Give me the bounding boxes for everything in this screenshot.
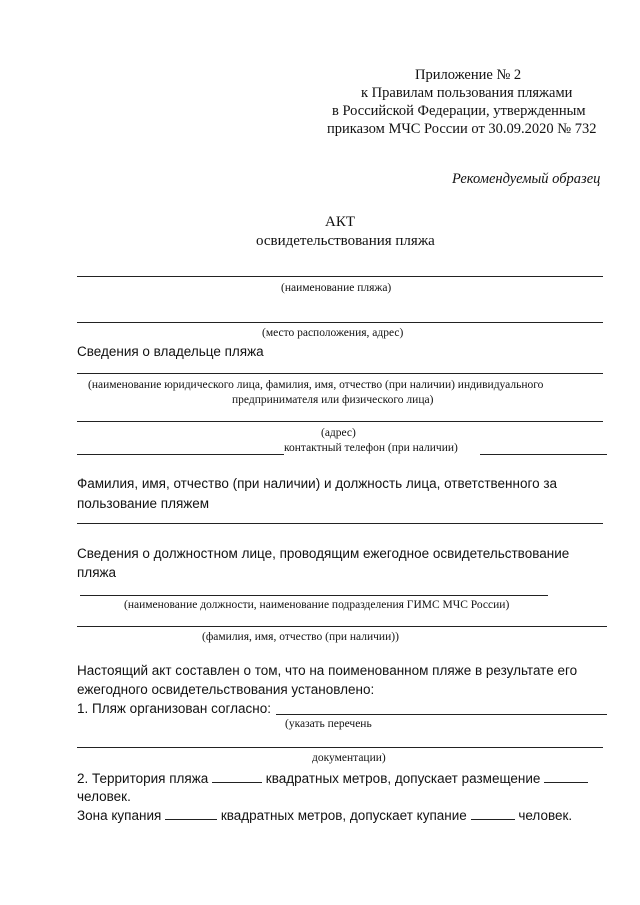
phone-left-line[interactable] [77, 454, 284, 455]
swim-zone-people-label: человек. [518, 808, 573, 823]
swim-zone-capacity-label: квадратных метров, допускает купание [220, 808, 467, 823]
official-fio-caption: (фамилия, имя, отчество (при наличии)) [202, 631, 399, 643]
appendix-federation-ref: в Российской Федерации, утвержденным [332, 103, 586, 119]
item-1-label: 1. Пляж организован согласно: [77, 701, 271, 716]
territory-area-field[interactable] [212, 770, 262, 783]
act-subtitle: освидетельствования пляжа [256, 233, 435, 249]
docs-caption-1: (указать перечень [285, 718, 372, 730]
location-caption: (место расположения, адрес) [262, 327, 404, 339]
official-fio-line[interactable] [77, 626, 607, 627]
address-caption: (адрес) [321, 427, 356, 439]
responsible-person-text-1: Фамилия, имя, отчество (при наличии) и должность лица, ответственного за [77, 476, 558, 491]
official-info-text-1: Сведения о должностном лице, проводящим ежегодное освидетельствование [77, 546, 570, 561]
swim-zone-area-field[interactable] [165, 807, 217, 820]
item-1-line[interactable] [276, 714, 607, 715]
appendix-rules-ref: к Правилам пользования пляжами [361, 85, 573, 101]
phone-right-line[interactable] [480, 454, 607, 455]
responsible-person-text-2: пользование пляжем [77, 496, 210, 511]
territory-people-field[interactable] [544, 770, 588, 783]
phone-caption: контактный телефон (при наличии) [284, 442, 458, 454]
location-line[interactable] [77, 322, 603, 323]
appendix-number: Приложение № 2 [415, 67, 522, 83]
official-position-caption: (наименование должности, наименование подразделения ГИМС МЧС России) [124, 599, 510, 611]
docs-caption-2: документации) [312, 752, 386, 764]
swim-zone-label: Зона купания [77, 808, 162, 823]
territory-text-2: человек. [77, 789, 131, 804]
owner-info-heading: Сведения о владельце пляжа [77, 344, 264, 359]
official-info-text-2: пляжа [77, 565, 117, 580]
act-statement-text-2: ежегодного освидетельствования установлено: [77, 682, 375, 697]
official-position-line[interactable] [80, 595, 548, 596]
beach-name-line[interactable] [77, 276, 603, 277]
appendix-order-ref: приказом МЧС России от 30.09.2020 № 732 [327, 121, 597, 137]
responsible-person-line[interactable] [77, 523, 603, 524]
act-statement-text-1: Настоящий акт составлен о том, что на поименованном пляже в результате его [77, 663, 578, 678]
docs-line[interactable] [77, 747, 603, 748]
recommended-sample-label: Рекомендуемый образец [452, 171, 601, 187]
legal-entity-caption-1: (наименование юридического лица, фамилия, имя, отчество (при наличии) индивидуального [88, 379, 544, 391]
territory-label: 2. Территория пляжа [77, 771, 209, 786]
territory-text-1 [77, 770, 588, 786]
owner-line[interactable] [77, 373, 603, 374]
address-line[interactable] [77, 421, 603, 422]
territory-placement-label: квадратных метров, допускает размещение [265, 771, 541, 786]
act-title: АКТ [325, 214, 355, 230]
swim-zone-people-field[interactable] [471, 807, 515, 820]
swim-zone-text [77, 807, 572, 823]
beach-name-caption: (наименование пляжа) [281, 282, 392, 294]
legal-entity-caption-2: предпринимателя или физического лица) [232, 394, 434, 406]
